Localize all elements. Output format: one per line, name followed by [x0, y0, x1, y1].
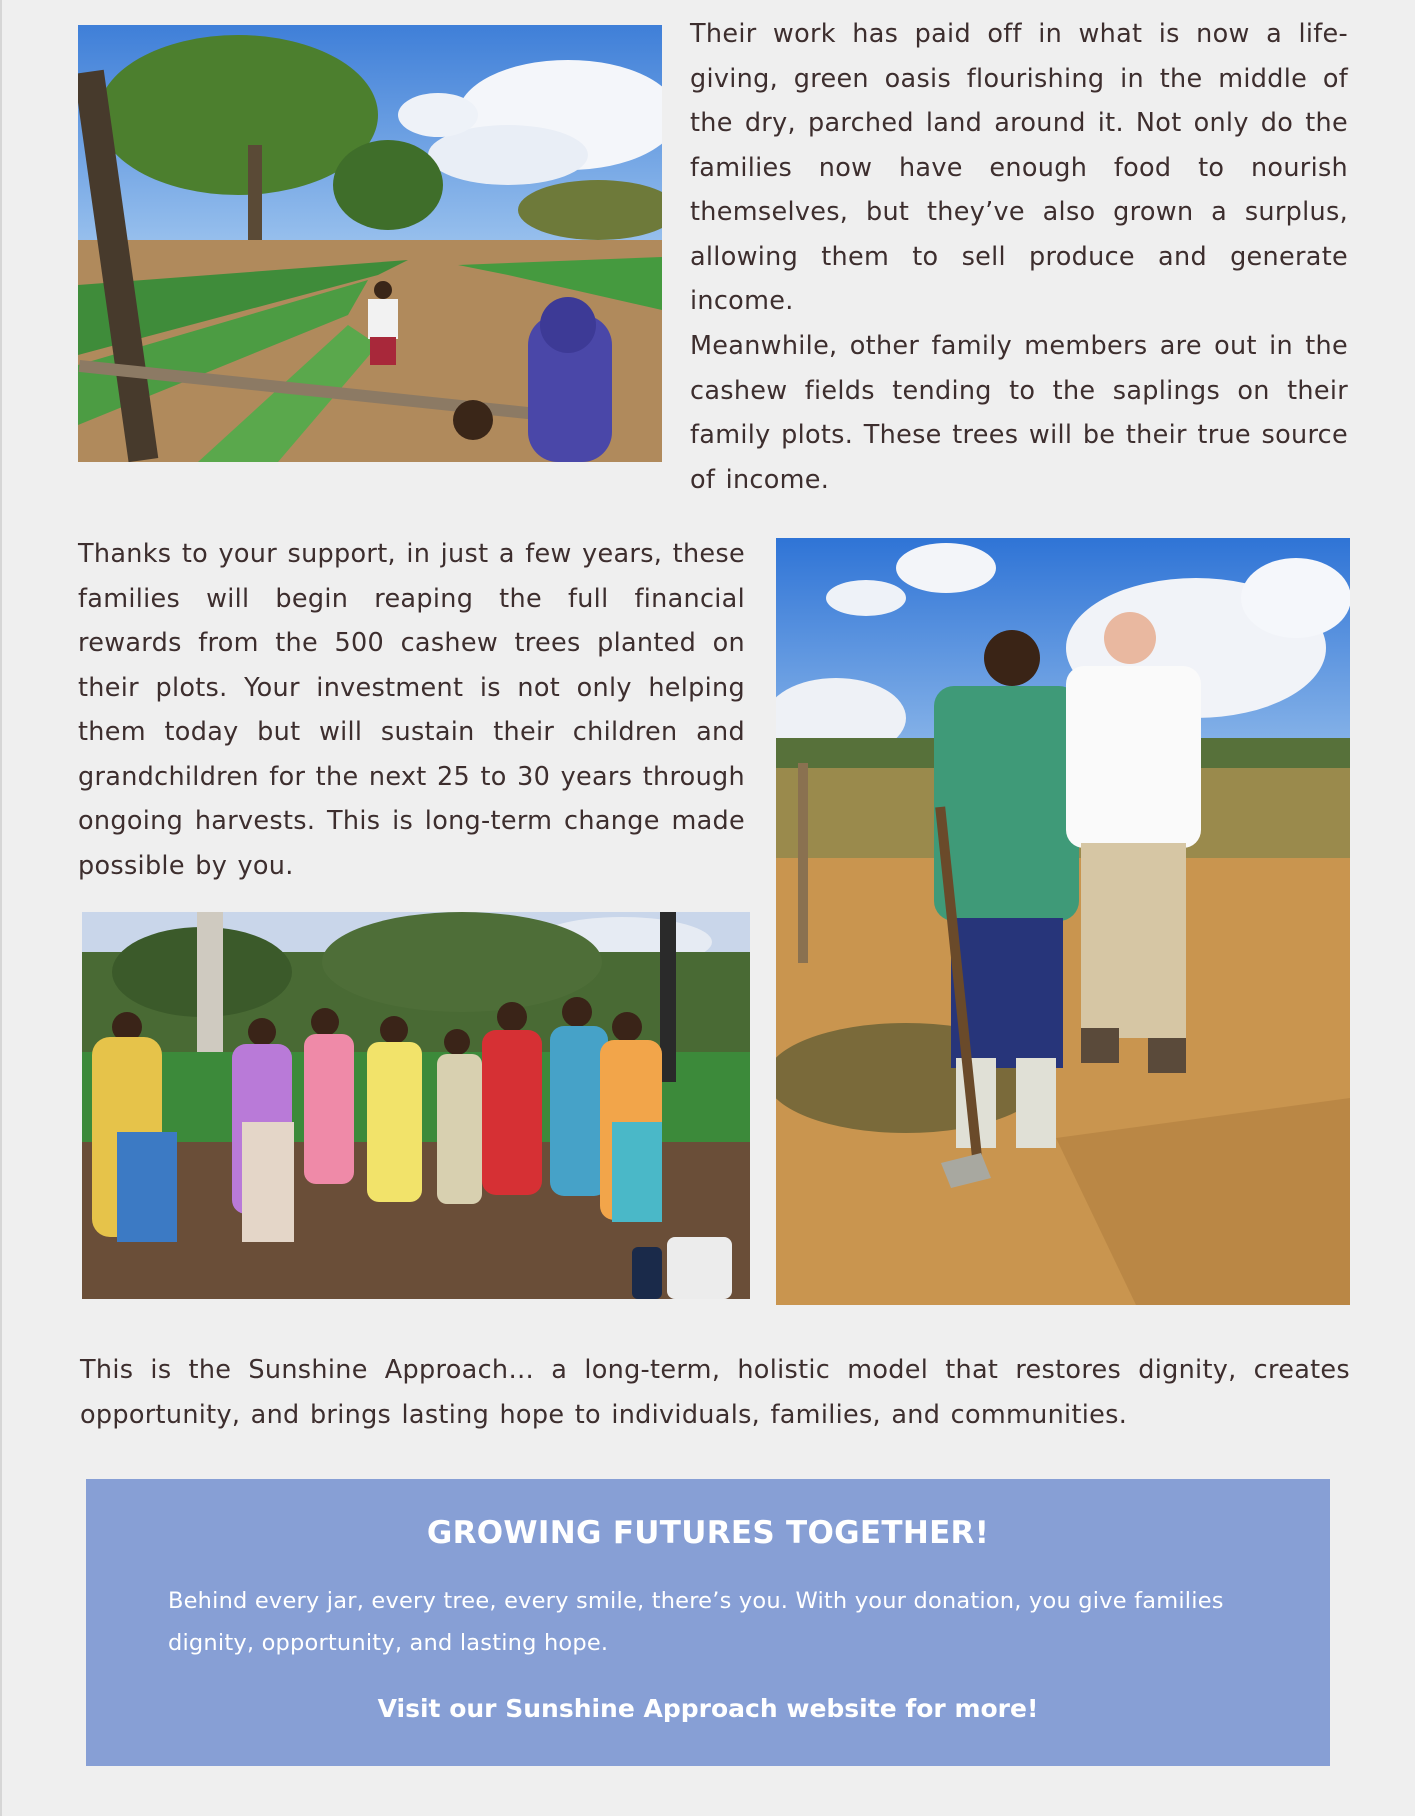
visit-website-link[interactable]: Visit our Sunshine Approach website for more! [377, 1694, 1039, 1723]
garden-children-photo [78, 25, 662, 462]
sunshine-approach-paragraph: This is the Sunshine Approach… a long-term, holistic model that restores dignity, creates opportunity, and brings lasting hope to individuals, families, and communities. [80, 1355, 1350, 1430]
support-paragraph: Thanks to your support, in just a few years, these families will begin reaping the full financial rewards from the 500 cashew trees planted on their plots. Your investment is not only helping them today but will sustain their children and grandchildren for the next 25 to 30 years through ongoing harvests. This is long-term change made possible by you. [78, 539, 745, 881]
banner-body: Behind every jar, every tree, every smile, there’s you. With your donation, you give families dignity, opportunity, and lasting hope. [168, 1588, 1224, 1656]
women-group-photo [82, 912, 750, 1299]
growing-futures-banner [86, 1479, 1330, 1766]
banner-title: GROWING FUTURES TOGETHER! [426, 1515, 990, 1551]
oasis-paragraph: Their work has paid off in what is now a life-giving, green oasis flourishing in the middle of the dry, parched land around it. Not only do the families now have enough food to nourish themselves, but they’ve also grown a surplus, allowing them to sell produce and generate income. [690, 19, 1348, 316]
two-men-field-photo [776, 538, 1350, 1305]
cashew-fields-paragraph: Meanwhile, other family members are out in the cashew fields tending to the saplings on their family plots. These trees will be their true source of income. [690, 331, 1348, 495]
